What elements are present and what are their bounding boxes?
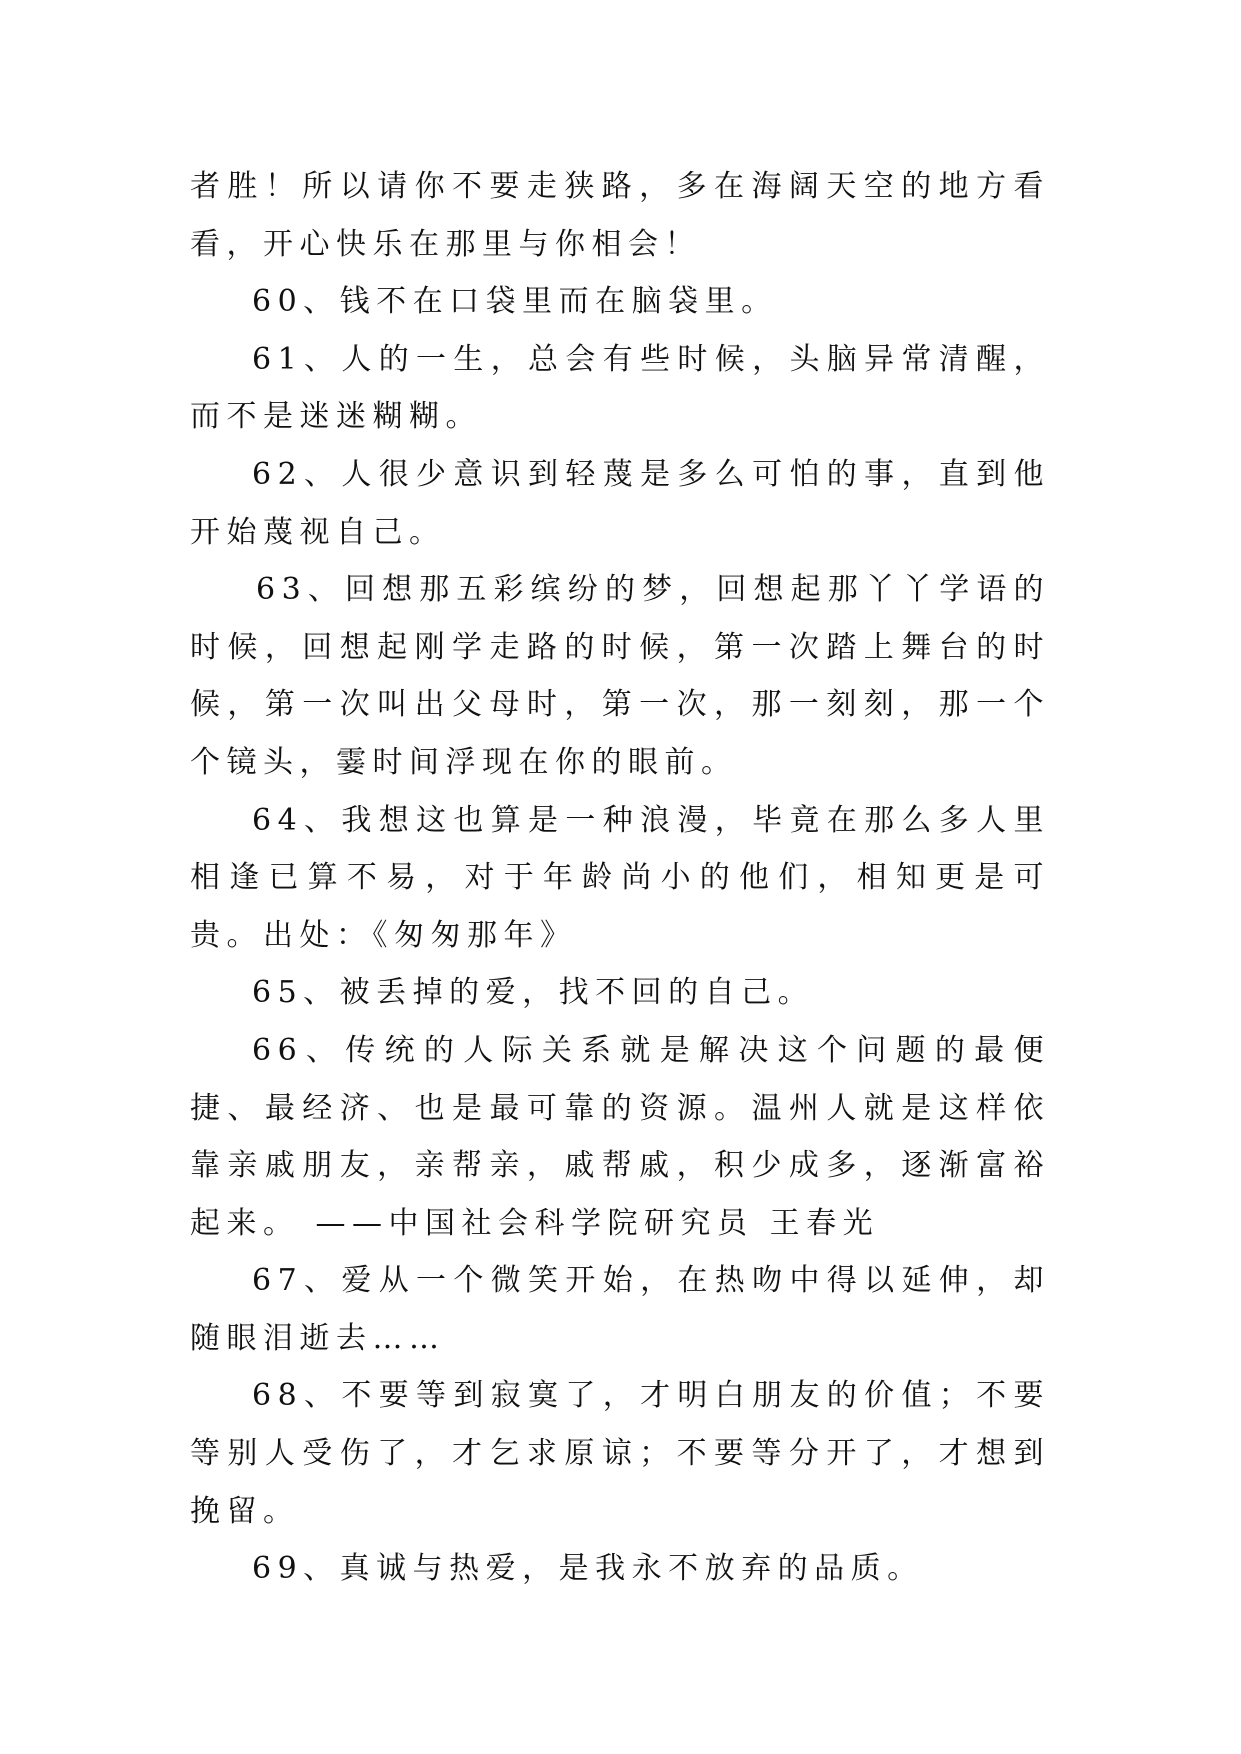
paragraph-quote-69: 69、真诚与热爱，是我永不放弃的品质。 [252, 1551, 924, 1587]
document-body [190, 158, 1050, 1598]
paragraph-quote-65: 65、被丢掉的爱，找不回的自己。 [252, 975, 815, 1011]
paragraph-quote-68: 68、不要等到寂寞了，才明白朋友的价值；不要等别人受伤了，才乞求原谅；不要等分开了，才想到挽留。 [190, 1378, 1050, 1529]
paragraph-continuation: 者胜！所以请你不要走狭路，多在海阔天空的地方看看，开心快乐在那里与你相会！ [190, 169, 1050, 262]
paragraph-quote-64: 64、我想这也算是一种浪漫，毕竟在那么多人里相逢已算不易，对于年龄尚小的他们，相知更是可贵。出处：《匆匆那年》 [190, 802, 1050, 953]
paragraph-quote-60: 60、钱不在口袋里而在脑袋里。 [252, 284, 778, 320]
paragraph-quote-61: 61、人的一生，总会有些时候，头脑异常清醒，而不是迷迷糊糊。 [190, 341, 1050, 435]
paragraph-quote-66: 66、传统的人际关系就是解决这个问题的最便捷、最经济、也是最可靠的资源。温州人就是这样依靠亲戚朋友，亲帮亲，戚帮戚，积少成多，逐渐富裕起来。 ——中国社会科学院研究员 王春光 [190, 1032, 1050, 1241]
paragraph-quote-67: 67、爱从一个微笑开始，在热吻中得以延伸，却随眼泪逝去…… [190, 1263, 1050, 1356]
paragraph-quote-62: 62、人很少意识到轻蔑是多么可怕的事，直到他开始蔑视自己。 [190, 456, 1050, 550]
paragraph-quote-63: 63、回想那五彩缤纷的梦，回想起那丫丫学语的时候，回想起刚学走路的时候，第一次踏上舞台的时候，第一次叫出父母时，第一次，那一刻刻，那一个个镜头，霎时间浮现在你的眼前。 [190, 572, 1050, 780]
